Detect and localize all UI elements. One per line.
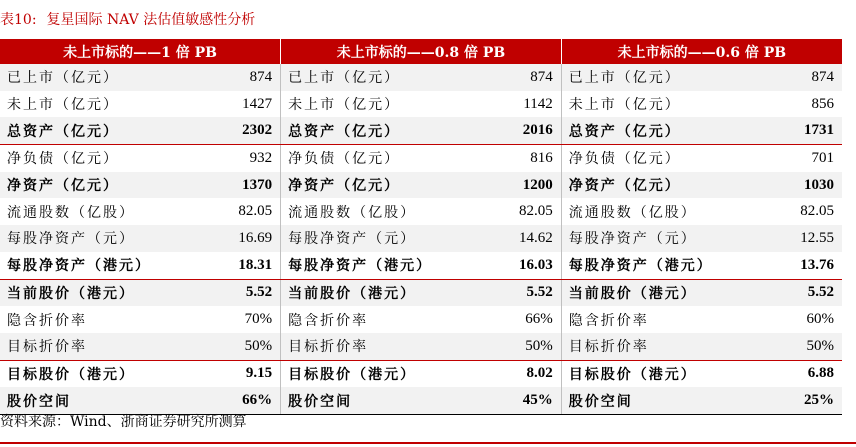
row-label: 每股净资产（元）	[0, 225, 223, 252]
table-row	[0, 333, 842, 360]
table-row	[0, 360, 842, 387]
row-value: 50%	[503, 333, 561, 360]
row-label: 净资产（亿元）	[281, 172, 504, 199]
row-value: 82.05	[223, 198, 281, 225]
column-header: 未上市标的——0.6 倍 PB	[561, 39, 842, 64]
row-value: 82.05	[784, 198, 842, 225]
row-value: 1370	[223, 172, 281, 199]
row-value: 2302	[223, 117, 281, 144]
row-value: 14.62	[503, 225, 561, 252]
row-value: 13.76	[784, 252, 842, 279]
nav-sensitivity-table	[0, 39, 842, 415]
row-value: 45%	[503, 387, 561, 414]
row-value: 6.88	[784, 360, 842, 387]
row-label: 总资产（亿元）	[0, 117, 223, 144]
row-label: 股价空间	[0, 387, 223, 414]
row-value: 874	[784, 64, 842, 91]
row-label: 股价空间	[561, 387, 784, 414]
table-row	[0, 91, 842, 118]
row-label: 净负债（亿元）	[561, 145, 784, 172]
row-label: 当前股价（港元）	[561, 279, 784, 306]
row-value: 1427	[223, 91, 281, 118]
row-value: 16.69	[223, 225, 281, 252]
row-value: 856	[784, 91, 842, 118]
table-row	[0, 172, 842, 199]
table-row	[0, 225, 842, 252]
row-label: 当前股价（港元）	[281, 279, 504, 306]
row-value: 874	[223, 64, 281, 91]
row-value: 70%	[223, 306, 281, 333]
row-value: 5.52	[223, 279, 281, 306]
row-label: 未上市（亿元）	[561, 91, 784, 118]
row-label: 已上市（亿元）	[561, 64, 784, 91]
row-value: 66%	[223, 387, 281, 414]
footer-divider	[0, 442, 856, 444]
row-label: 当前股价（港元）	[0, 279, 223, 306]
header-row	[0, 39, 842, 64]
row-label: 流通股数（亿股）	[0, 198, 223, 225]
row-label: 未上市（亿元）	[281, 91, 504, 118]
table-row	[0, 145, 842, 172]
row-label: 每股净资产（元）	[561, 225, 784, 252]
row-value: 50%	[223, 333, 281, 360]
row-label: 隐含折价率	[0, 306, 223, 333]
column-header: 未上市标的——1 倍 PB	[0, 39, 281, 64]
row-label: 每股净资产（港元）	[0, 252, 223, 279]
row-value: 874	[503, 64, 561, 91]
row-value: 2016	[503, 117, 561, 144]
row-label: 目标折价率	[561, 333, 784, 360]
row-label: 隐含折价率	[281, 306, 504, 333]
table-row	[0, 306, 842, 333]
row-value: 50%	[784, 333, 842, 360]
table-title	[0, 10, 255, 30]
table-row	[0, 252, 842, 279]
row-value: 1030	[784, 172, 842, 199]
row-label: 流通股数（亿股）	[281, 198, 504, 225]
row-label: 净负债（亿元）	[281, 145, 504, 172]
row-label: 目标折价率	[281, 333, 504, 360]
row-label: 目标股价（港元）	[281, 360, 504, 387]
row-label: 目标股价（港元）	[561, 360, 784, 387]
row-value: 60%	[784, 306, 842, 333]
table-number: 表10:	[0, 12, 37, 28]
row-label: 股价空间	[281, 387, 504, 414]
row-label: 每股净资产（元）	[281, 225, 504, 252]
row-label: 每股净资产（港元）	[561, 252, 784, 279]
row-value: 932	[223, 145, 281, 172]
row-label: 净负债（亿元）	[0, 145, 223, 172]
source-note: 资料来源：Wind、浙商证券研究所测算	[0, 414, 247, 430]
row-label: 已上市（亿元）	[281, 64, 504, 91]
row-value: 16.03	[503, 252, 561, 279]
row-label: 净资产（亿元）	[0, 172, 223, 199]
row-value: 1142	[503, 91, 561, 118]
row-label: 总资产（亿元）	[561, 117, 784, 144]
row-value: 66%	[503, 306, 561, 333]
table-row	[0, 117, 842, 144]
table-row	[0, 64, 842, 91]
column-header: 未上市标的——0.8 倍 PB	[281, 39, 562, 64]
row-value: 25%	[784, 387, 842, 414]
row-label: 净资产（亿元）	[561, 172, 784, 199]
row-value: 816	[503, 145, 561, 172]
row-value: 82.05	[503, 198, 561, 225]
row-label: 目标股价（港元）	[0, 360, 223, 387]
row-label: 未上市（亿元）	[0, 91, 223, 118]
row-value: 9.15	[223, 360, 281, 387]
row-value: 5.52	[784, 279, 842, 306]
table-row	[0, 198, 842, 225]
row-label: 目标折价率	[0, 333, 223, 360]
row-value: 18.31	[223, 252, 281, 279]
row-value: 8.02	[503, 360, 561, 387]
row-label: 隐含折价率	[561, 306, 784, 333]
row-value: 12.55	[784, 225, 842, 252]
table-caption: 复星国际 NAV 法估值敏感性分析	[46, 12, 256, 28]
row-label: 每股净资产（港元）	[281, 252, 504, 279]
table-row	[0, 279, 842, 306]
row-label: 已上市（亿元）	[0, 64, 223, 91]
row-value: 5.52	[503, 279, 561, 306]
row-label: 总资产（亿元）	[281, 117, 504, 144]
row-value: 701	[784, 145, 842, 172]
row-label: 流通股数（亿股）	[561, 198, 784, 225]
row-value: 1731	[784, 117, 842, 144]
row-value: 1200	[503, 172, 561, 199]
